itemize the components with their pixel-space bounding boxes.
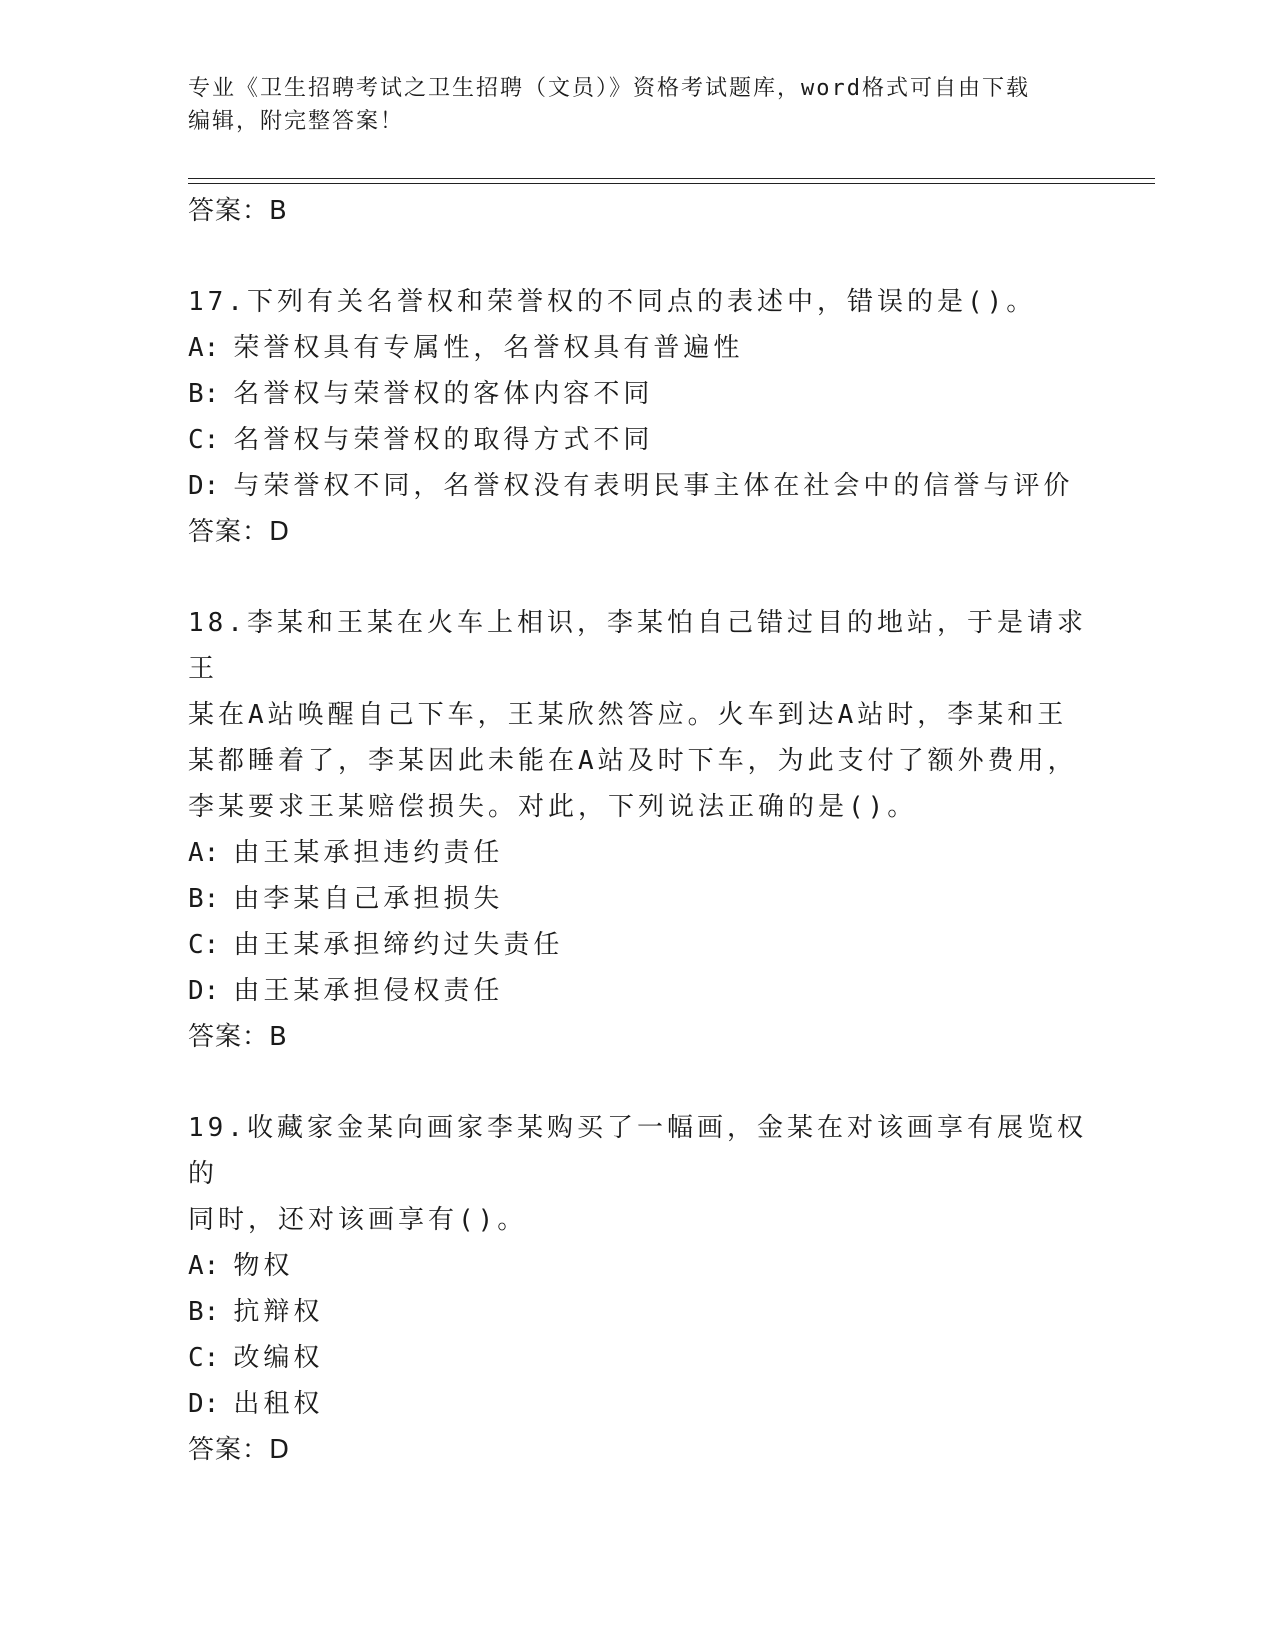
question-17-option-d <box>188 463 1088 509</box>
option-letter: C: <box>188 930 220 960</box>
option-letter: A: <box>188 333 220 363</box>
question-19-option-c <box>188 1335 1088 1381</box>
question-19-option-b <box>188 1289 1088 1335</box>
question-19-answer: 答案：D <box>188 1435 291 1465</box>
option-text: 由李某自己承担损失 <box>233 884 504 914</box>
option-text: 由王某承担侵权责任 <box>233 976 504 1006</box>
question-17-option-c <box>188 417 1088 463</box>
question-18-text-line-3: 某都睡着了，李某因此未能在A站及时下车，为此支付了额外费用， <box>188 746 1078 776</box>
question-18-option-c <box>188 922 1088 968</box>
document-header <box>188 72 1088 138</box>
header-line-2: 编辑，附完整答案！ <box>188 109 405 134</box>
option-letter: A: <box>188 1251 220 1281</box>
question-17-option-a <box>188 325 1088 371</box>
question-18-option-a <box>188 830 1088 876</box>
option-letter: C: <box>188 1343 220 1373</box>
question-18-answer: 答案：B <box>188 1022 288 1052</box>
header-divider-thick <box>188 178 1155 179</box>
option-text: 抗辩权 <box>233 1297 324 1327</box>
previous-answer: 答案：B <box>188 196 288 226</box>
document-body <box>188 188 1088 1473</box>
option-letter: B: <box>188 379 220 409</box>
question-17-text: 17.下列有关名誉权和荣誉权的不同点的表述中，错误的是()。 <box>188 287 1037 317</box>
question-18-option-d <box>188 968 1088 1014</box>
option-text: 荣誉权具有专属性，名誉权具有普遍性 <box>233 333 744 363</box>
option-text: 由王某承担违约责任 <box>233 838 504 868</box>
option-text: 与荣誉权不同，名誉权没有表明民事主体在社会中的信誉与评价 <box>233 471 1074 501</box>
option-letter: C: <box>188 425 220 455</box>
option-text: 由王某承担缔约过失责任 <box>233 930 564 960</box>
option-letter: D: <box>188 976 220 1006</box>
question-18 <box>188 600 1088 1060</box>
question-17 <box>188 279 1088 555</box>
header-divider-thin <box>188 183 1155 184</box>
option-letter: B: <box>188 1297 220 1327</box>
question-17-answer: 答案：D <box>188 517 291 547</box>
option-text: 改编权 <box>233 1343 324 1373</box>
question-19-option-a <box>188 1243 1088 1289</box>
option-text: 物权 <box>233 1251 294 1281</box>
question-18-option-b <box>188 876 1088 922</box>
question-19-text-line-1: 19.收藏家金某向画家李某购买了一幅画，金某在对该画享有展览权的 <box>188 1113 1087 1189</box>
option-letter: A: <box>188 838 220 868</box>
question-18-text-line-1: 18.李某和王某在火车上相识，李某怕自己错过目的地站，于是请求王 <box>188 608 1087 684</box>
question-19-option-d <box>188 1381 1088 1427</box>
header-line-1: 专业《卫生招聘考试之卫生招聘（文员）》资格考试题库，word格式可自由下载 <box>188 76 1030 101</box>
question-19-text-line-2: 同时，还对该画享有()。 <box>188 1205 528 1235</box>
option-letter: D: <box>188 471 220 501</box>
option-text: 名誉权与荣誉权的客体内容不同 <box>233 379 654 409</box>
question-19 <box>188 1105 1088 1473</box>
option-text: 出租权 <box>233 1389 324 1419</box>
option-letter: D: <box>188 1389 220 1419</box>
option-letter: B: <box>188 884 220 914</box>
question-17-option-b <box>188 371 1088 417</box>
question-18-text-line-4: 李某要求王某赔偿损失。对此，下列说法正确的是()。 <box>188 792 918 822</box>
question-18-text-line-2: 某在A站唤醒自己下车，王某欣然答应。火车到达A站时，李某和王 <box>188 700 1068 730</box>
option-text: 名誉权与荣誉权的取得方式不同 <box>233 425 654 455</box>
